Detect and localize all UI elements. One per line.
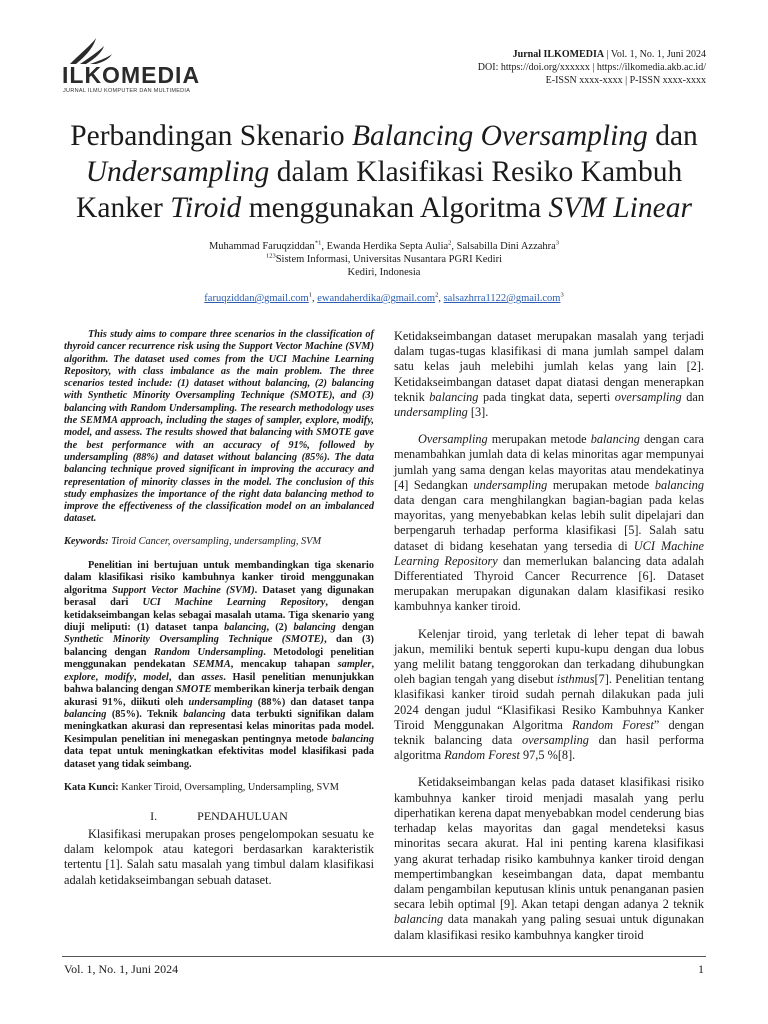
kata-kunci: Kata Kunci: Kanker Tiroid, Oversampling, Undersampling, SVM (64, 781, 339, 793)
right-column (394, 329, 704, 955)
paper-title: Perbandingan Skenario Balancing Oversampling dan Undersampling dalam Klasifikasi Resiko Kambuh Kanker Tiroid menggunakan Algoritma SVM Linear (70, 120, 698, 224)
footer-issue: Vol. 1, No. 1, Juni 2024 (64, 962, 179, 976)
left-column (64, 329, 374, 888)
email-link-2[interactable]: ewandaherdika@gmail.com (317, 293, 436, 304)
keywords: Keywords: Tiroid Cancer, oversampling, undersampling, SVM (64, 535, 322, 547)
journal-issn: E-ISSN xxxx-xxxx | P-ISSN xxxx-xxxx (545, 75, 706, 86)
abstrak-indonesia: Penelitian ini bertujuan untuk membandingkan tiga skenario dalam klasifikasi risiko kambuhnya kanker tiroid menggunakan algoritma Support Vector Machine (SVM). Dataset yang digunakan berasal dari UCI Machine Learning Repository, dengan ketidakseimbangan kelas sebagai masalah utama. Tiga skenario yang diuji meliputi: (1) dataset tanpa balancing, (2) balancing dengan Synthetic Minority Oversampling Technique (SMOTE), dan (3) balancing dengan Random Undersampling. Metodologi penelitian menggunakan pendekatan SEMMA, mencakup tahapan sampler, explore, modify, model, dan asses. Hasil penelitian menunjukkan bahwa balancing dengan SMOTE memberikan kinerja terbaik dengan akurasi 91%, diikuti oleh undersampling (88%) dan dataset tanpa balancing (85%). Teknik balancing data terbukti signifikan dalam meningkatkan akurasi dan representasi kelas minoritas pada model. Kesimpulan penelitian ini menegaskan pentingnya metode balancing data tepat untuk meningkatkan efektivitas model klasifikasi pada dataset yang tidak seimbang. (64, 560, 375, 770)
paragraph-1: Ketidakseimbangan dataset merupakan masalah yang terjadi dalam tugas-tugas klasifikasi di mana jumlah sampel dalam satu kelas jauh melebihi jumlah kelas yang lain [2]. Ketidakseimbangan dataset dapat diatasi dengan menerapkan teknik balancing pada tingkat data, seperti oversampling dan undersampling [3]. (394, 329, 704, 420)
paragraph-3: Kelenjar tiroid, yang terletak di leher tepat di bawah jakun, memiliki bentuk seperti kupu-kupu dengan dua lobus yang melilit batang tenggorokan dan terkadang dihubungkan oleh bagian tengah yang disebut isthmus[7]. Penelitian tentang klasifikasi kanker tiroid sudah pernah dilakukan pada juli 2024 dengan judul “Klasifikasi Resiko Kambuhnya Kanker Tiroid Menggunakan Algoritma Random Forest” dengan teknik balancing data oversampling dan hasil performa algoritma Random Forest 97,5 %[8]. (394, 626, 704, 763)
email-link-1[interactable]: faruqziddan@gmail.com (204, 293, 309, 304)
journal-info (478, 48, 706, 87)
abstract-english: This study aims to compare three scenarios in the classification of thyroid cancer recurrence risk using the Support Vector Machine (SVM) algorithm. The dataset used comes from the UCI Machine Learning Repository, with class imbalance as the main problem. The three scenarios tested include: (1) dataset without balancing, (2) balancing with Synthetic Minority Oversampling Technique (SMOTE), and (3) balancing with Random Undersampling. The research methodology uses the SEMMA approach, including the stages of sampler, explore, modify, model, and assess. The results showed that balancing with SMOTE gave the best performance with an accuracy of 91%, followed by undersampling (88%) and dataset without balancing (85%). The data balancing technique proved significant in improving the accuracy and representation of minority classes in the model. The conclusion of this study emphasizes the importance of the right data balancing method to improve the effectiveness of the classification model on an imbalanced dataset. (64, 329, 374, 525)
paragraph-2: Oversampling merupakan metode balancing dengan cara menambahkan jumlah data di kelas minoritas agar mempunyai jumlah yang sama dengan kelas mayoritas atau mendekatinya [4] Sedangkan undersampling merupakan metode balancing data dengan cara menghilangkan bagian-bagian pada kelas mayoritas, yang menyebabkan kelas lebih sulit dipelajari dan berpengaruh terhadap performa klasifikasi [5]. Salah satu dataset di bidang kesehatan yang tersedia di UCI Machine Learning Repository dan memerlukan balancing data adalah Differentiated Thyroid Cancer Recurrence [6]. Dataset merupakan merupakan digunakan dalam klasifikasi resiko kambuhnya kanker tiroid. (394, 432, 704, 614)
paragraph-4: Ketidakseimbangan kelas pada dataset klasifikasi risiko kambuhnya kanker tiroid menjadi masalah yang perlu diperhatikan kerena dapat menyebabkan model cenderung bias terhadap kelas mayoritas dan gagal mendeteksi kasus minoritas secara akurat. Hal ini penting karena klasifikasi yang akurat terhadap risiko kambuhnya kanker tiroid dengan mempertimbangkan keseimbangan data, dapat membantu dalam pengambilan keputusan klinis untuk penanganan pasien secara lebih optimal [9]. Akan tetapi dengan adanya 2 teknik balancing data manakah yang paling sesuai untuk digunakan dalam klasifikasi resiko kambuhnya kangker tiroid (394, 775, 704, 942)
logo-wordmark: ILKOMEDIA (62, 62, 201, 88)
section1-body: Klasifikasi merupakan proses pengelompokan sesuatu ke dalam kelompok atau kategori berdasarkan karakteristik tertentu [1]. Salah satu masalah yang timbul dalam klasifikasi adalah ketidakseimbangan sebuah dataset. (64, 826, 374, 887)
section-heading-pendahuluan: I. PENDAHULUAN (150, 808, 288, 823)
page-number: 1 (698, 962, 704, 976)
journal-doi[interactable]: DOI: https://doi.org/xxxxxx | https://ilkomedia.akb.ac.id/ (477, 62, 706, 73)
author-location: Kediri, Indonesia (347, 267, 421, 278)
footer-divider (62, 956, 706, 957)
author-emails: faruqziddan@gmail.com$^1$, ewandaherdika@gmail.com$^2$, salsazhrra1122@gmail.com$^3$ (204, 291, 564, 304)
email-link-3[interactable]: salsazhrra1122@gmail.com (443, 293, 561, 304)
journal-name: Jurnal ILKOMEDIA (512, 49, 605, 60)
journal-issue: | Vol. 1, No. 1, Juni 2024 (604, 49, 706, 60)
author-affiliation: $^{123}$Sistem Informasi, Universitas Nusantara PGRI Kediri (265, 252, 503, 265)
author-names: Muhammad Faruqziddan$^{*1}$, Ewanda Herdika Septa Aulia$^2$, Salsabilla Dini Azzahra$^3$ (208, 239, 560, 252)
author-block (40, 240, 728, 279)
logo-subtitle: JURNAL ILMU KOMPUTER DAN MULTIMEDIA (63, 88, 191, 94)
